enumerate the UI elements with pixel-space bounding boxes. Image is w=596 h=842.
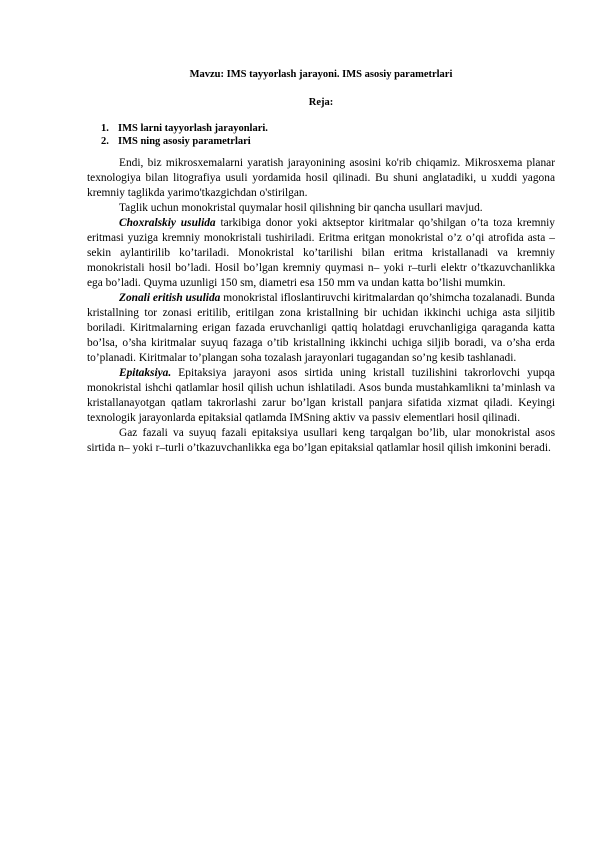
paragraph-text: Epitaksiya jarayoni asos sirtida uning kristall tuzilishini takrorlovchi yupqa monokristal ishchi qatlamlar hosil qilish uchun ishlatiladi. Asos bunda mustahkamlikni ta’minlash va kristallanayotgan qatlam takrorlashi zarur bo’lgan kristall panjara sifatida xizmat qiladi. Keyingi texnologik jarayonlarda epitaksial qatlamda IMSning aktiv va passiv elementlari hosil qilinadi. — [87, 367, 555, 424]
paragraph-text: monokristal ifloslantiruvchi kiritmalardan qo’shimcha tozalanadi. Bunda kristallning tor zonasi eritilib, eritilgan zona kristallning bir uchidan ikkinchi uchiga asta siljitib boriladi. Kiritmalarning erigan fazada eruvchanligi qattiq holatdagi eruvchanligiga qaraganda katta bo’lsa, o’sha kiritmalar suyuq fazaga o’tib kristallning ikkinchi uchiga siljib boradi, va o’sha erda to’planadi. Kiritmalar to’plangan soha tozalash jarayonlari tugagandan so’ng kesib tashlanadi. — [87, 292, 555, 364]
plan-item-text: IMS larni tayyorlash jarayonlari. — [118, 123, 268, 134]
paragraph-text: Endi, biz mikrosxemalarni yaratish jarayonining asosini ko'rib chiqamiz. Mikrosxema planar texnologiya bilan litografiya usuli yordamida hosil qilinadi. Bu shuni anglatadiki, u xuddi yagona kremniy taglikda yarimo'tkazgichdan o'stirilgan. — [87, 157, 555, 199]
paragraph-intro — [87, 156, 555, 201]
paragraph-epitaxy — [87, 366, 555, 426]
plan-heading: Reja: — [308, 97, 334, 108]
paragraph-lead: Zonali eritish usulida — [119, 292, 221, 304]
paragraph-czochralski — [87, 216, 555, 291]
plan-item-number: 2. — [101, 136, 109, 147]
paragraph-text: tarkibiga donor yoki aktseptor kiritmalar qo’shilgan o’ta toza kremniy eritmasi yuziga kremniy monokristali tushiriladi. Eritma eritgan monokristal o’z o’qi atrofida asta – sekin aylantirilib ko’tariladi. Monokristal ko’tarilishi bilan eritma kristallanadi va kremniy monokristali hosil bo’ladi. Hosil bo’lgan kremniy quymasi n– yoki r–turli elektr o’tkazuvchanlikka ega bo’ladi. Quyma uzunligi 150 sm, diametri esa 150 mm va undan katta bo’lishi mumkin. — [87, 217, 555, 289]
plan-item — [87, 122, 555, 135]
paragraph-substrate — [87, 201, 555, 216]
document-title: Mavzu: IMS tayyorlash jarayoni. IMS asosiy parametrlari — [189, 69, 453, 80]
paragraph-zone-melting — [87, 291, 555, 366]
plan-item-text: IMS ning asosiy parametrlari — [118, 136, 251, 147]
plan-item-number: 1. — [101, 123, 109, 134]
paragraph-text: Gaz fazali va suyuq fazali epitaksiya usullari keng tarqalgan bo’lib, ular monokristal asos sirtida n– yoki r–turli o’tkazuvchanlikka ega bo’lgan epitaksial qatlamlar hosil qilish imkonini beradi. — [87, 427, 555, 454]
paragraph-lead: Choxralskiy usulida — [119, 217, 216, 229]
plan-list — [87, 122, 555, 148]
paragraph-lead: Epitaksiya. — [119, 367, 172, 379]
plan-item — [87, 135, 555, 148]
paragraph-text: Taglik uchun monokristal quymalar hosil qilishning bir qancha usullari mavjud. — [119, 202, 483, 214]
paragraph-epitaxy-methods — [87, 426, 555, 456]
